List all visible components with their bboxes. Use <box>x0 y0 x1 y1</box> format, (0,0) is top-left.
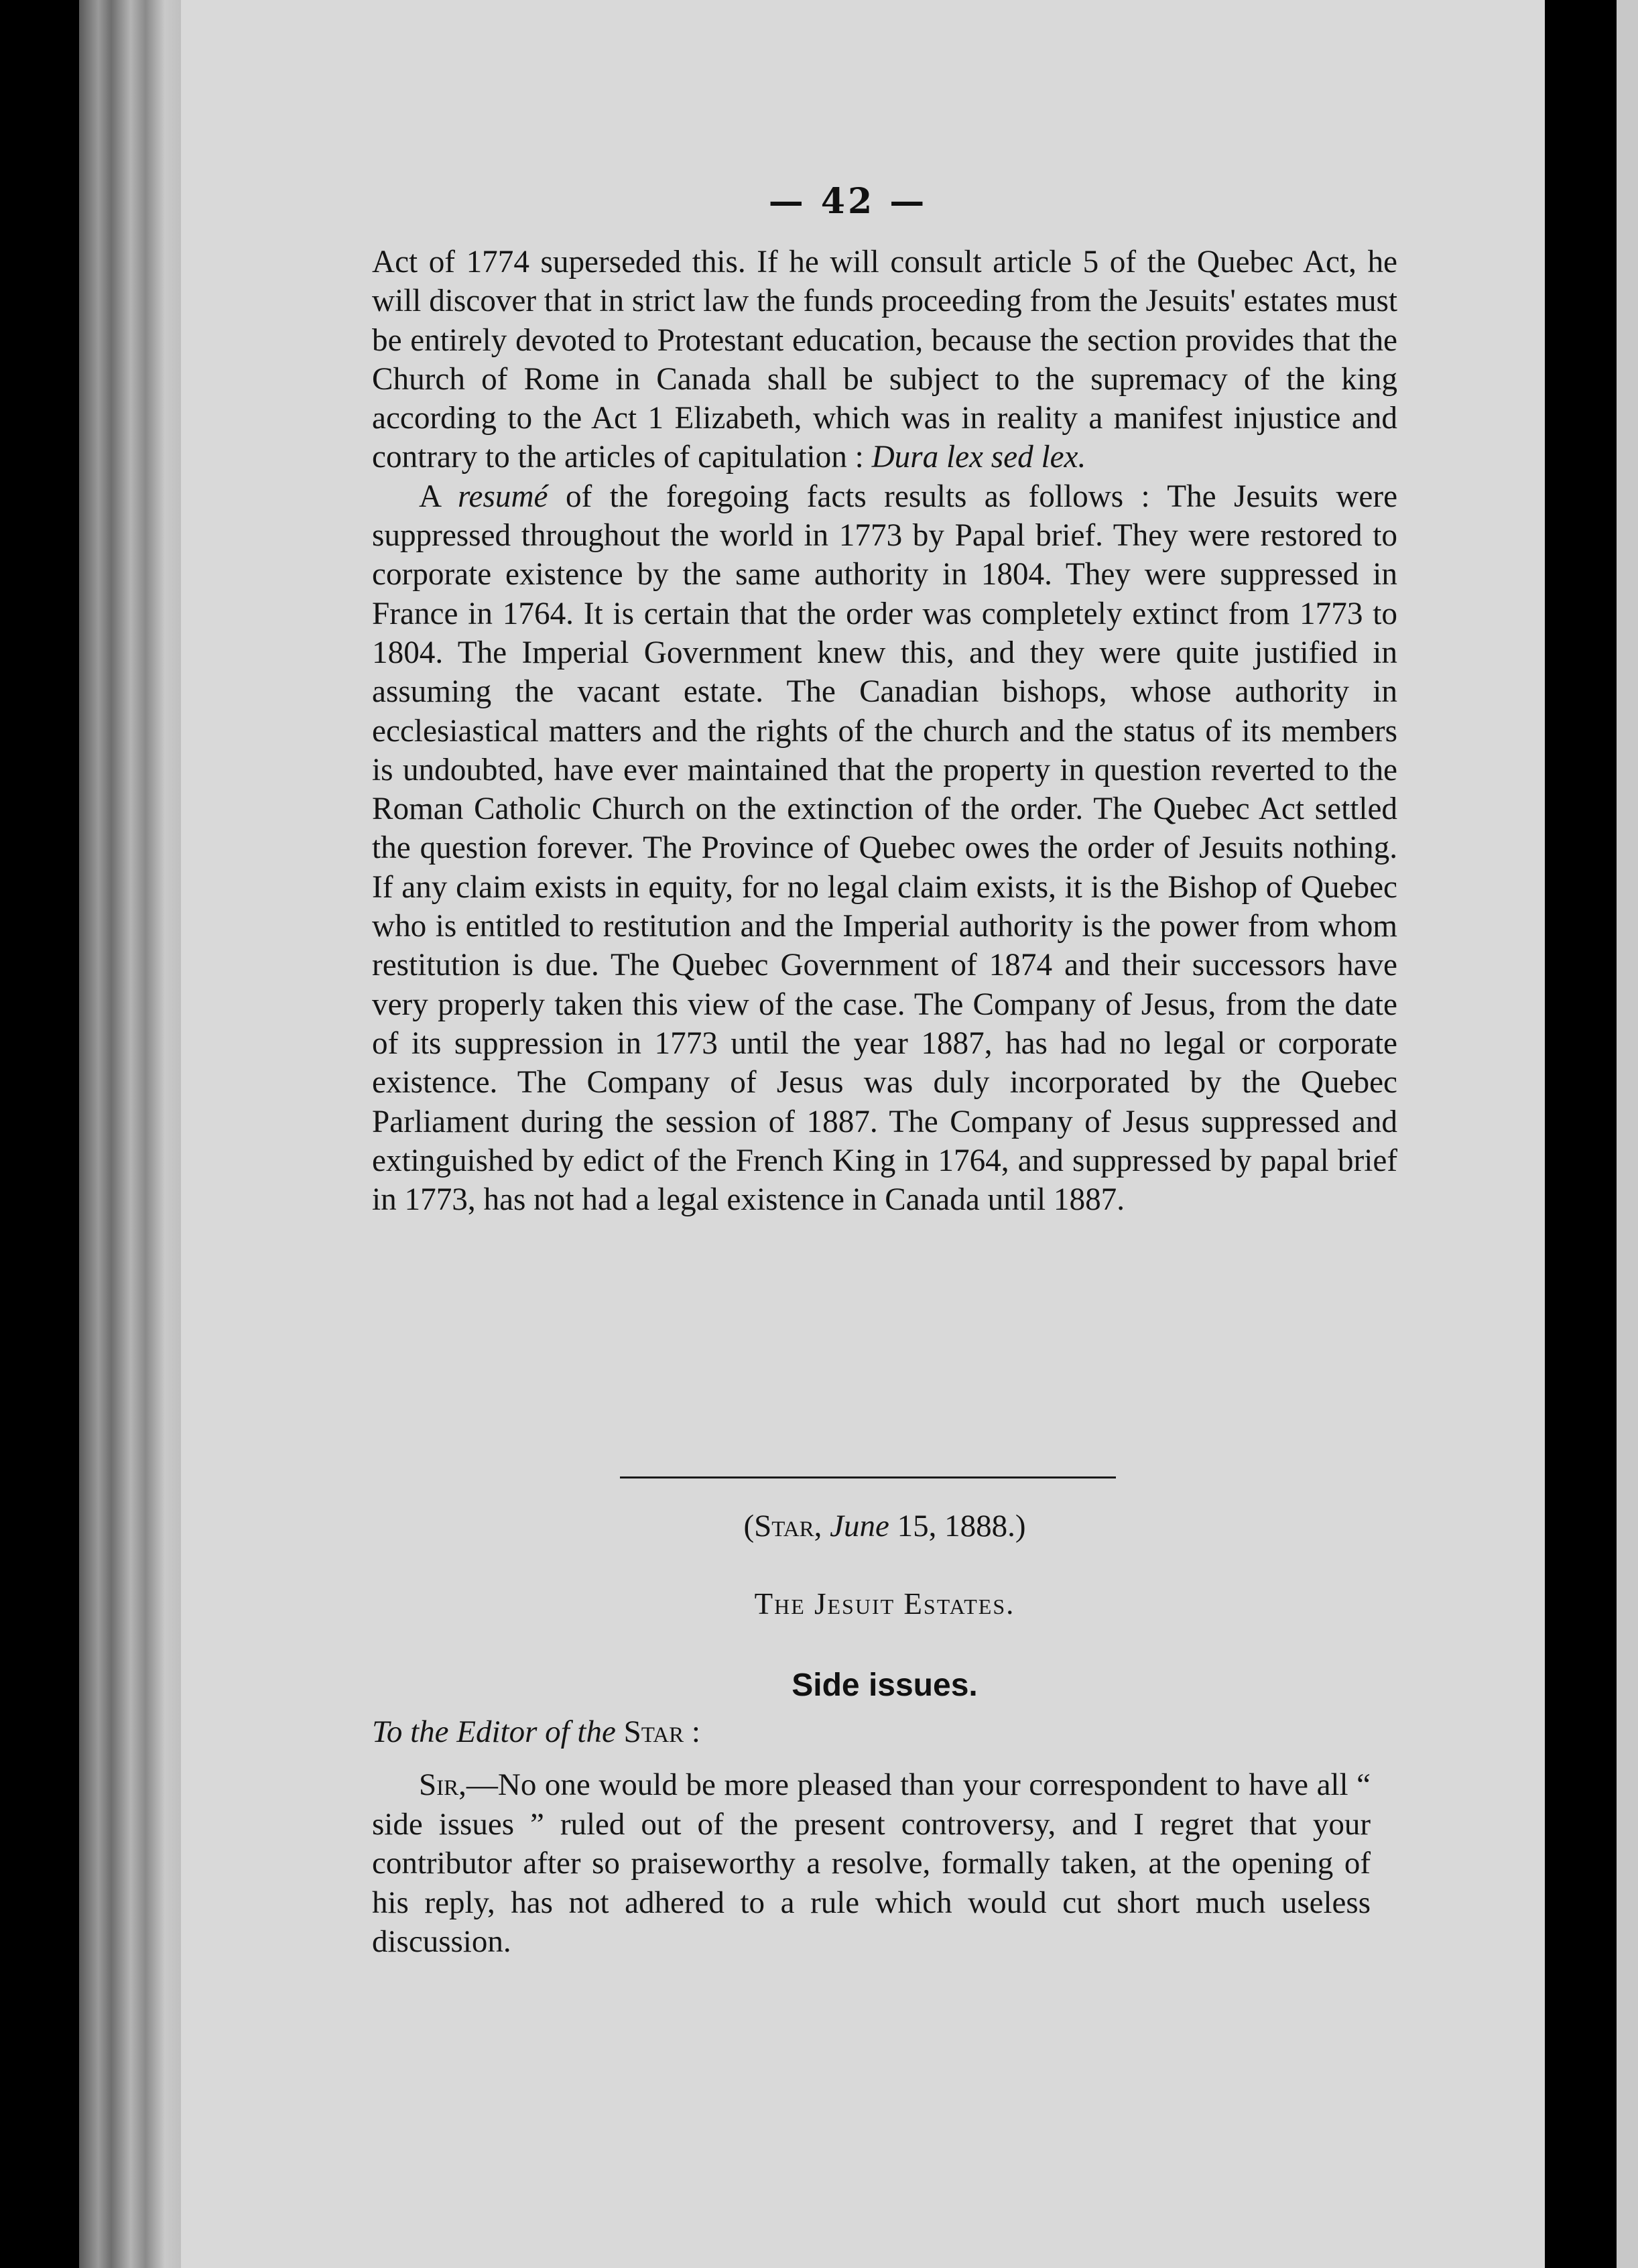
latin-maxim: Dura lex sed lex. <box>871 440 1086 475</box>
article-heading: The Jesuit Estates. <box>754 1587 1015 1621</box>
citation-open: ( <box>743 1509 755 1544</box>
citation-sep: , <box>814 1509 830 1544</box>
paragraph-1 <box>372 243 1397 477</box>
book-spine-edge <box>79 0 186 2268</box>
citation-rest: 15, 1888.) <box>889 1509 1026 1544</box>
paragraph-2-lead: A <box>419 479 440 514</box>
salutation-paper: Star <box>623 1714 684 1749</box>
paragraph-2-text: of the foregoing facts results as follows : The Jesuits were suppressed throughout the world in 1773 by Papal brief. They were restored to corporate existence by the same authority in 1804. They were suppressed in France in 1764. It is certain that the order was completely extinct from 1773 to 1804. The Imperial Government knew this, and they were quite justified in assuming the vacant estate. The Canadian bishops, whose authority in ecclesiastical matters and the rights of the church and the status of its members is undoubted, have ever maintained that the property in question reverted to the Roman Catholic Church on the extinction of the order. The Quebec Act settled the question forever. The Province of Quebec owes the order of Jesuits nothing. If any claim exists in equity, for no legal claim exists, it is the Bishop of Quebec who is entitled to restitution and the Imperial authority is the power from whom restitution is due. The Quebec Government of 1874 and their successors have very properly taken this view of the case. The Company of Jesus, from the date of its suppression in 1773 until the year 1887, has had no legal or corporate existence. The Company of Jesus was duly incorporated by the Quebec Parliament during the session of 1887. The Company of Jesus suppressed and extinguished by edict of the French King in 1764, and suppressed by papal brief in 1773, has not had a legal existence in Canada until 1887. <box>372 479 1398 1218</box>
salutation-suffix: : <box>684 1714 700 1749</box>
paragraph-1-text: Act of 1774 superseded this. If he will consult article 5 of the Quebec Act, he will discover that in strict law the funds proceeding from the Jesuits' estates must be entirely devoted to Protestant education, because the section provides that the Church of Rome in Canada shall be subject to the supremacy of the king according to the Act 1 Elizabeth, which was in reality a manifest injustice and contrary to the articles of capitulation : <box>372 245 1397 475</box>
next-page-edge <box>1617 0 1638 2268</box>
salutation <box>372 1714 1397 1750</box>
letter-opening: Sir <box>419 1767 459 1802</box>
source-citation <box>372 1508 1397 1544</box>
letter-text: ,—No one would be more pleased than your correspondent to have all “ side issues ” ruled out of the present controversy, and I regret that your contributor after so praiseworthy a resolve, formally taken, at the opening of his reply, has not adhered to a rule which would cut short much useless discussion. <box>372 1767 1371 1959</box>
article-subheading: Side issues. <box>792 1667 978 1703</box>
salutation-prefix: To the Editor of the <box>372 1714 616 1749</box>
citation-paper: Star <box>754 1509 814 1544</box>
section-divider <box>620 1476 1116 1478</box>
page-number: — 42 — <box>768 181 928 222</box>
paragraph-2 <box>372 477 1397 1220</box>
resume-word: resumé <box>457 479 548 514</box>
letter-paragraph <box>372 1765 1371 1962</box>
body-text <box>372 243 1397 1219</box>
citation-month: June <box>830 1509 889 1544</box>
